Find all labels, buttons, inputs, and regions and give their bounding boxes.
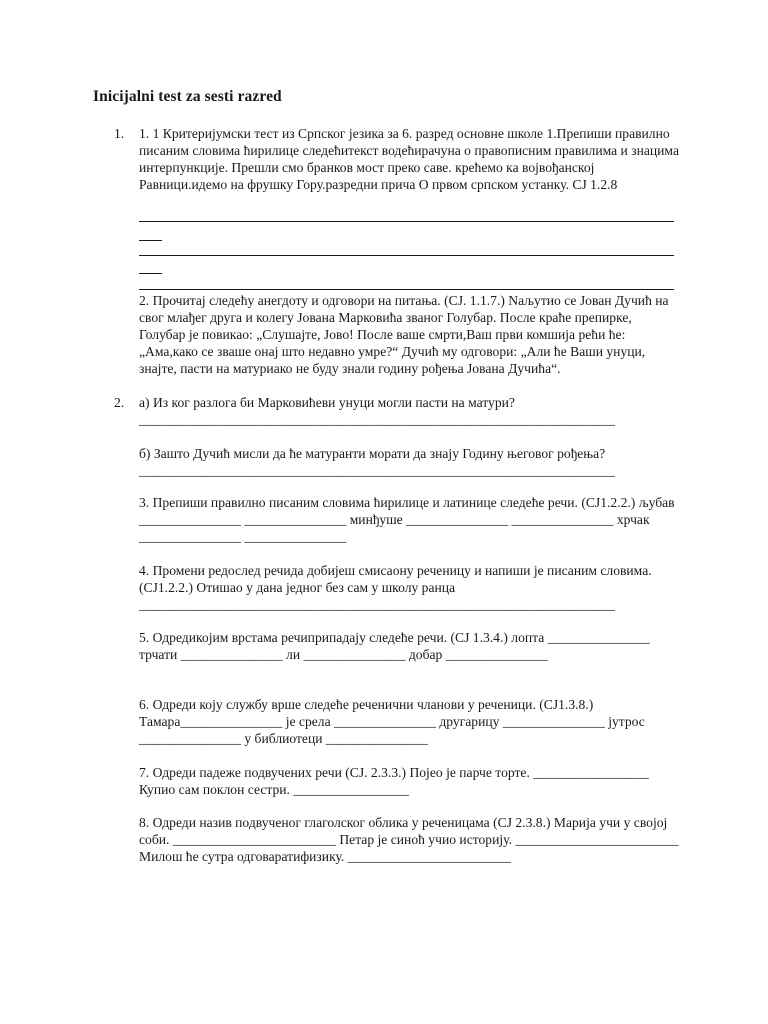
task-5-text: 5. Одредикојим врстама речиприпадају следеће речи. (СЈ 1.3.4.) лопта _______________ трчати _______________ ли _______________ добар _______________ bbox=[139, 630, 654, 662]
task-7-text: 7. Одреди падеже подвучених речи (СЈ. 2.3.3.) Појео је парче торте. _________________ Купио сам поклон сестри. _________________ bbox=[139, 765, 653, 797]
answer-line-end bbox=[139, 273, 162, 274]
answer-line bbox=[139, 289, 674, 290]
task-8-text: 8. Одреди назив подвученог глаголског облика у реченицама (СЈ 2.3.8.) Марија учи у својој соби. ________________________ Петар је синоћ учио историју. ________________________ Милош ће сутра одговаратифизику. ________________________ bbox=[139, 815, 682, 864]
task-2a-text: а) Из ког разлога би Марковићеви унуци могли пасти на матури? ______________________________________________________________________ bbox=[139, 395, 615, 427]
task-1-text: 1. 1 Критеријумски тест из Српског језика за 6. разред основне школе 1.Препиши правилно писаним словима ћирилице следећитекст водећирачуна о правописним правилима и знацима интерпункције. Прешли смо бранков мост преко саве. крећемо ка војвођанској Равници.идемо на фрушку Гору.разредни прича О првом српском устанку. СЈ 1.2.8 bbox=[139, 126, 683, 192]
task-2b-text: б) Зашто Дучић мисли да ће матуранти морати да знају Годину његовог рођења? ______________________________________________________________________ bbox=[139, 446, 615, 478]
list-number-1: 1. bbox=[114, 126, 125, 141]
task-4-text: 4. Промени редослед речида добијеш смисаону реченицу и напиши је писаним словима. (СЈ1.2.2.) Отишао у дана једног без сам у школу ранца ______________________________________________________________________ bbox=[139, 563, 656, 612]
task-2-text: 2. Прочитај следећу анегдоту и одговори на питања. (СЈ. 1.1.7.) Naљутио се Јован Дучић на свог млађег друга и колегу Јована Марковића званог Голубар. После краће препирке, Голубар је повикао: „Слушајте, Јово! После ваше смрти,Ваш први комшија рећи ће: „Ама,како се зваше онај што недавно умре?“ Дучић му одговори: „Али ће Ваши унуци, знајте, пасти на матуриако не буду знали годину рођења Јована Дучића“. bbox=[139, 293, 672, 376]
answer-line bbox=[139, 221, 674, 222]
answer-line-end bbox=[139, 240, 162, 241]
task-6-text: 6. Одреди коју службу врше следеће реченични чланови у реченици. (СЈ1.3.8.) Тамара_______________ је срела _______________ другарицу _______________ јутрос _______________ у библиотеци _______________ bbox=[139, 697, 649, 746]
task-3-text: 3. Препиши правилно писаним словима ћирилице и латинице следеће речи. (СЈ1.2.2.) љубав _______________ _______________ минђуше _______________ _______________ хрчак _______________ _______________ bbox=[139, 495, 679, 544]
list-number-2: 2. bbox=[114, 395, 125, 410]
page-title: Inicijalni test za sesti razred bbox=[93, 88, 282, 105]
answer-line bbox=[139, 255, 674, 256]
